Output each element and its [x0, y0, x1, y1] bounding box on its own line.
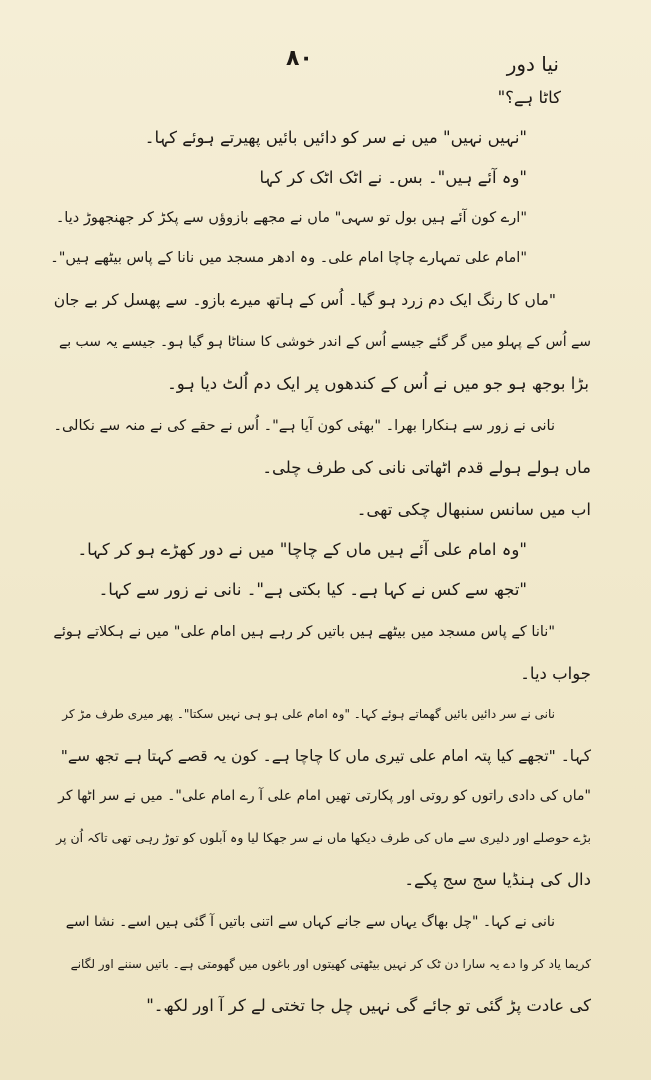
text-line: "ارے کون آئے ہیں بول تو سہی" ماں نے مجھے بازوؤں سے پکڑ کر جھنجھوڑ دیا۔ — [55, 210, 527, 226]
text-line: "ماں کا رنگ ایک دم زرد ہو گیا۔ اُس کے ہاتھ میرے بازو۔ سے پھسل کر بے جان — [53, 291, 556, 309]
text-line: بڑے حوصلے اور دلیری سے ماں کی طرف دیکھا ماں نے سر جھکا لیا وہ آبلوں کو توڑ رہی تھی تاکہ اُن پر — [56, 830, 591, 845]
text-line: کی عادت پڑ گئی تو جائے گی نہیں چل جا تختی لے کر آ اور لکھ۔" — [146, 996, 591, 1015]
text-line: "نہیں نہیں" میں نے سر کو دائیں بائیں پھیرتے ہوئے کہا۔ — [144, 128, 527, 147]
journal-title: نیا دور — [506, 52, 559, 76]
text-line: "ماں کی دادی راتوں کو روتی اور پکارتی تھیں امام علی آ رے امام علی"۔ میں نے سر اٹھا کر — [58, 788, 591, 804]
text-line: نانی نے کہا۔ "چل بھاگ یہاں سے جانے کہاں سے اتنی باتیں آ گئی ہیں اسے۔ نشا اسے — [65, 914, 555, 930]
text-line: "تجھ سے کس نے کہا ہے۔ کیا بکتی ہے"۔ نانی نے زور سے کہا۔ — [98, 580, 527, 599]
text-line: "وہ آئے ہیں"۔ بس۔ نے اٹک اٹک کر کہا — [259, 168, 527, 187]
text-line: سے اُس کے پہلو میں گر گئے جیسے اُس کے اندر خوشی کا سناٹا ہو گیا ہو۔ جیسے یہ سب بے — [58, 334, 591, 350]
page-header — [0, 40, 651, 80]
text-line: کریما یاد کر وا دے یہ سارا دن ٹک کر نہیں بیٹھتی کھیتوں اور باغوں میں گھومتی ہے۔ باتیں سننے اور لگانے — [70, 957, 591, 971]
text-line: نانی نے زور سے ہنکارا بھرا۔ "بھئی کون آیا ہے"۔ اُس نے حقے کی نے منہ سے نکالی۔ — [53, 418, 555, 434]
text-line: "امام علی تمہارے چاچا امام علی۔ وہ ادھر مسجد میں نانا کے پاس بیٹھے ہیں"۔ — [50, 250, 527, 266]
text-line: بڑا بوجھ ہو جو میں نے اُس کے کندھوں پر ایک دم اُلٹ دیا ہو۔ — [167, 374, 589, 393]
text-line: "وہ امام علی آئے ہیں ماں کے چاچا" میں نے دور کھڑے ہو کر کہا۔ — [77, 540, 527, 559]
text-line: دال کی ہنڈیا سج سج پکے۔ — [404, 870, 591, 889]
text-line: جواب دیا۔ — [520, 664, 591, 683]
text-line: کہا۔ "تجھے کیا پتہ امام علی تیری ماں کا چاچا ہے۔ کون یہ قصے کہتا ہے تجھ سے" — [60, 747, 591, 765]
text-line: ماں ہولے ہولے قدم اٹھاتی نانی کی طرف چلی۔ — [262, 458, 591, 477]
text-line: اب میں سانس سنبھال چکی تھی۔ — [356, 500, 591, 519]
text-line: نانی نے سر دائیں بائیں گھماتے ہوئے کہا۔ "وہ امام علی ہو ہی نہیں سکتا"۔ پھر میری طرف مڑ کر — [62, 707, 555, 721]
text-line: "نانا کے پاس مسجد میں بیٹھے ہیں باتیں کر رہے ہیں امام علی" میں نے ہکلاتے ہوئے — [53, 624, 555, 640]
text-line: کاٹا ہے؟" — [497, 88, 561, 107]
page-number: ۸۰ — [286, 46, 313, 71]
